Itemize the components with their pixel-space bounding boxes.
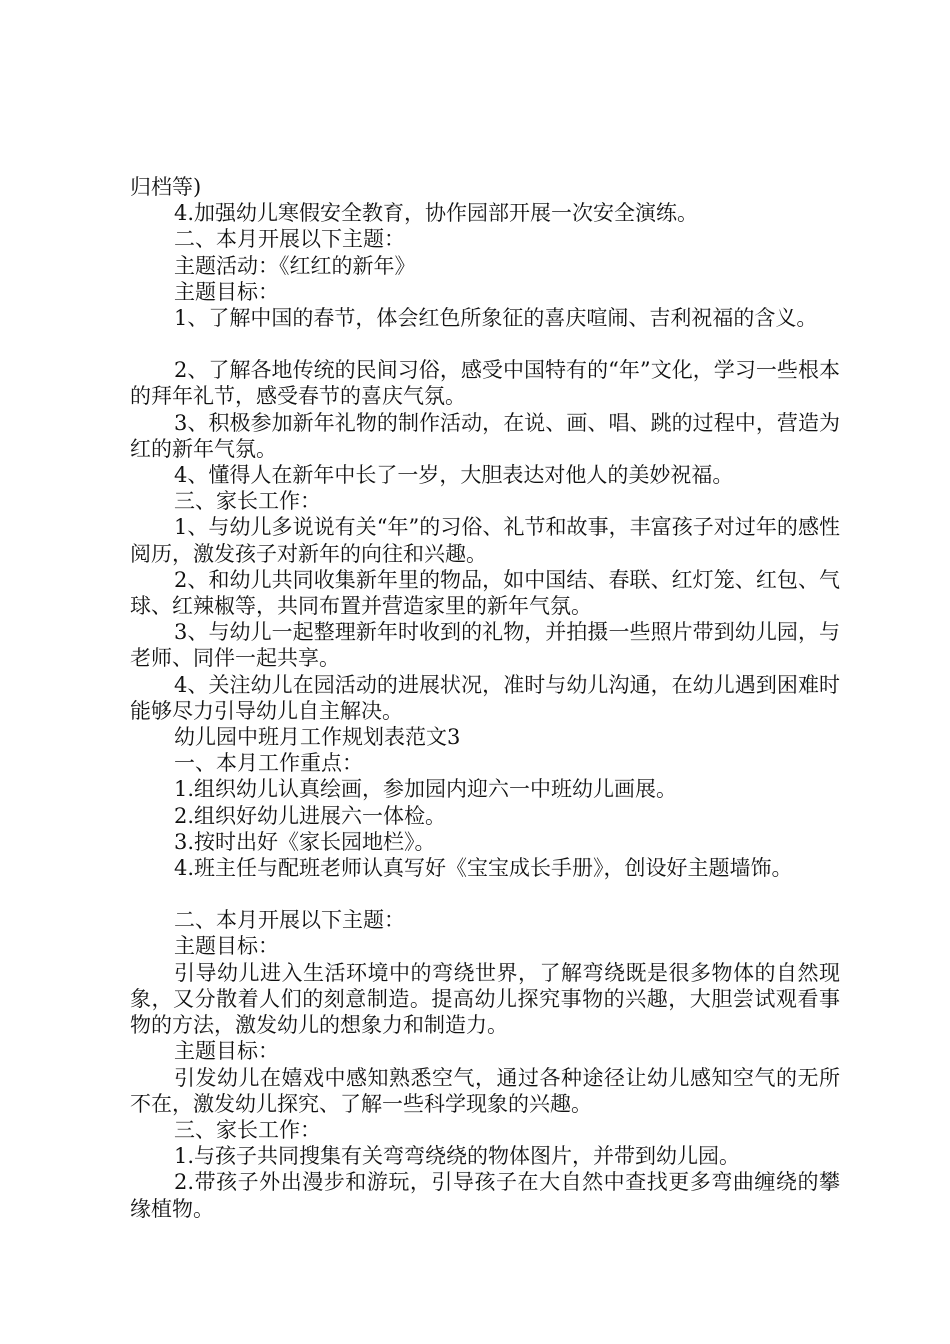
paragraph: 3、与幼儿一起整理新年时收到的礼物，并拍摄一些照片带到幼儿园，与老师、同伴一起共享。 bbox=[130, 620, 840, 671]
document-subtitle: 幼儿园中班月工作规划表范文3 bbox=[174, 725, 461, 750]
paragraph: 1、了解中国的春节，体会红色所象征的喜庆喧闹、吉利祝福的含义。 bbox=[174, 306, 818, 331]
paragraph: 2、了解各地传统的民间习俗，感受中国特有的“年”文化，学习一些根本的拜年礼节，感受春节的喜庆气氛。 bbox=[130, 358, 840, 409]
paragraph: 1、与幼儿多说说有关“年”的习俗、礼节和故事，丰富孩子对过年的感性阅历，激发孩子对新年的向往和兴趣。 bbox=[130, 515, 840, 566]
paragraph: 1.与孩子共同搜集有关弯弯绕绕的物体图片，并带到幼儿园。 bbox=[174, 1144, 741, 1169]
section-heading: 二、本月开展以下主题： bbox=[174, 908, 405, 933]
paragraph: 2.带孩子外出漫步和游玩，引导孩子在大自然中查找更多弯曲缠绕的攀缘植物。 bbox=[130, 1170, 840, 1221]
paragraph: 引导幼儿进入生活环境中的弯绕世界，了解弯绕既是很多物体的自然现象，又分散着人们的刻意制造。提高幼儿探究事物的兴趣，大胆尝试观看事物的方法，激发幼儿的想象力和制造力。 bbox=[130, 960, 840, 1038]
paragraph: 主题目标： bbox=[174, 1039, 279, 1064]
paragraph: 4.加强幼儿寒假安全教育，协作园部开展一次安全演练。 bbox=[174, 201, 699, 226]
paragraph: 主题活动：《红红的新年》 bbox=[174, 253, 416, 278]
section-heading: 一、本月工作重点： bbox=[174, 751, 363, 776]
paragraph: 主题目标： bbox=[174, 934, 279, 959]
paragraph: 4、懂得人在新年中长了一岁，大胆表达对他人的美妙祝福。 bbox=[174, 463, 734, 488]
paragraph: 3.按时出好《家长园地栏》。 bbox=[174, 829, 436, 854]
paragraph: 1.组织幼儿认真绘画，参加园内迎六一中班幼儿画展。 bbox=[174, 777, 678, 802]
paragraph: 2、和幼儿共同收集新年里的物品，如中国结、春联、红灯笼、红包、气球、红辣椒等，共同布置并营造家里的新年气氛。 bbox=[130, 567, 840, 619]
section-heading: 二、本月开展以下主题： bbox=[174, 227, 405, 252]
paragraph: 2.组织好幼儿进展六一体检。 bbox=[174, 803, 447, 828]
document-body bbox=[130, 174, 840, 1222]
blank-line bbox=[130, 331, 840, 357]
section-heading: 三、家长工作： bbox=[174, 1117, 321, 1142]
blank-line bbox=[130, 881, 840, 907]
paragraph: 4、关注幼儿在园活动的进展状况，准时与幼儿沟通，在幼儿遇到困难时能够尽力引导幼儿自主解决。 bbox=[130, 672, 840, 723]
paragraph: 归档等) bbox=[130, 175, 202, 199]
paragraph: 引发幼儿在嬉戏中感知熟悉空气，通过各种途径让幼儿感知空气的无所不在，激发幼儿探究、了解一些科学现象的兴趣。 bbox=[130, 1065, 840, 1116]
paragraph: 4.班主任与配班老师认真写好《宝宝成长手册》，创设好主题墙饰。 bbox=[174, 856, 793, 881]
paragraph: 主题目标： bbox=[174, 279, 279, 304]
section-heading: 三、家长工作： bbox=[174, 489, 321, 514]
paragraph: 3、积极参加新年礼物的制作活动，在说、画、唱、跳的过程中，营造为红的新年气氛。 bbox=[130, 410, 840, 461]
